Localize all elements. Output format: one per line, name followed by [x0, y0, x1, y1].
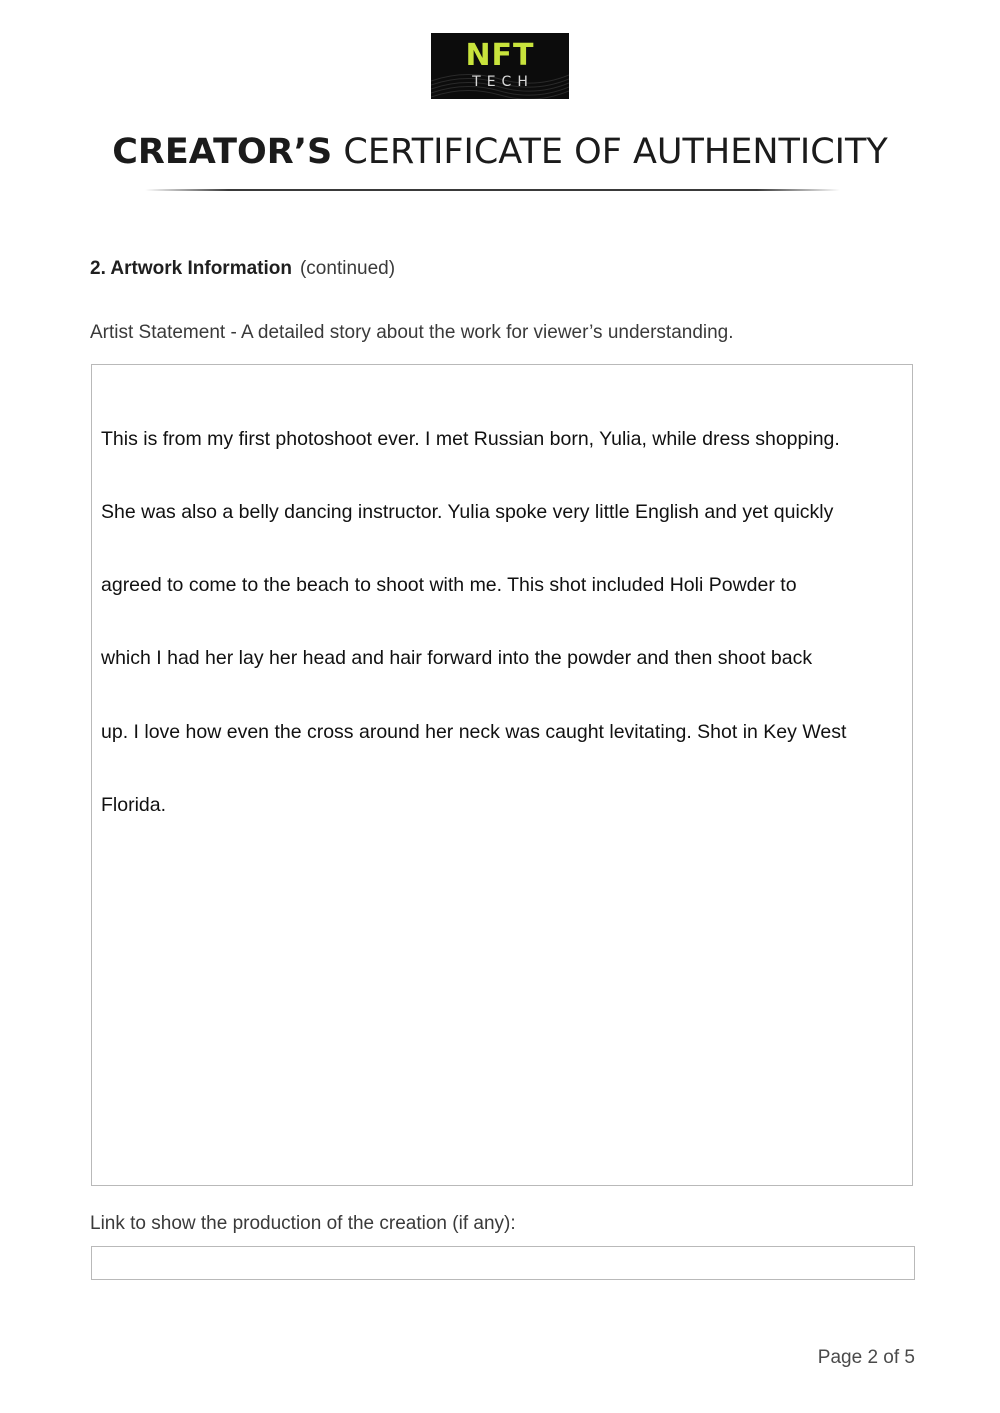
artist-statement-line: She was also a belly dancing instructor. Yulia spoke very little English and yet quickly [101, 501, 834, 524]
nft-tech-logo [431, 33, 569, 99]
artist-statement-line: which I had her lay her head and hair forward into the powder and then shoot back [101, 647, 813, 670]
certificate-title-regular: CERTIFICATE OF AUTHENTICITY [343, 132, 888, 172]
certificate-title-bold: CREATOR’S [112, 132, 333, 172]
artist-statement-line: up. I love how even the cross around her neck was caught levitating. Shot in Key West [101, 720, 847, 743]
artist-statement-line: This is from my first photoshoot ever. I met Russian born, Yulia, while dress shopping. [101, 427, 840, 450]
section-heading [90, 256, 395, 282]
artist-statement-field[interactable] [91, 364, 913, 1186]
artist-statement-line: agreed to come to the beach to shoot with me. This shot included Holi Powder to [101, 574, 797, 597]
section-heading-title: 2. Artwork Information [90, 258, 292, 279]
logo-nft-text: NFT [465, 38, 535, 73]
certificate-title [0, 128, 1000, 176]
production-link-label: Link to show the production of the creation (if any): [90, 1213, 516, 1234]
production-link-field[interactable] [91, 1246, 915, 1280]
page-number: Page 2 of 5 [817, 1347, 915, 1368]
title-divider [145, 189, 840, 191]
section-heading-continued: (continued) [299, 258, 396, 279]
logo-tech-text: TECH [472, 74, 534, 90]
artist-statement-label: Artist Statement - A detailed story about the work for viewer’s understanding. [90, 322, 734, 343]
artist-statement-line: Florida. [101, 793, 167, 816]
artist-statement-text [101, 378, 901, 866]
